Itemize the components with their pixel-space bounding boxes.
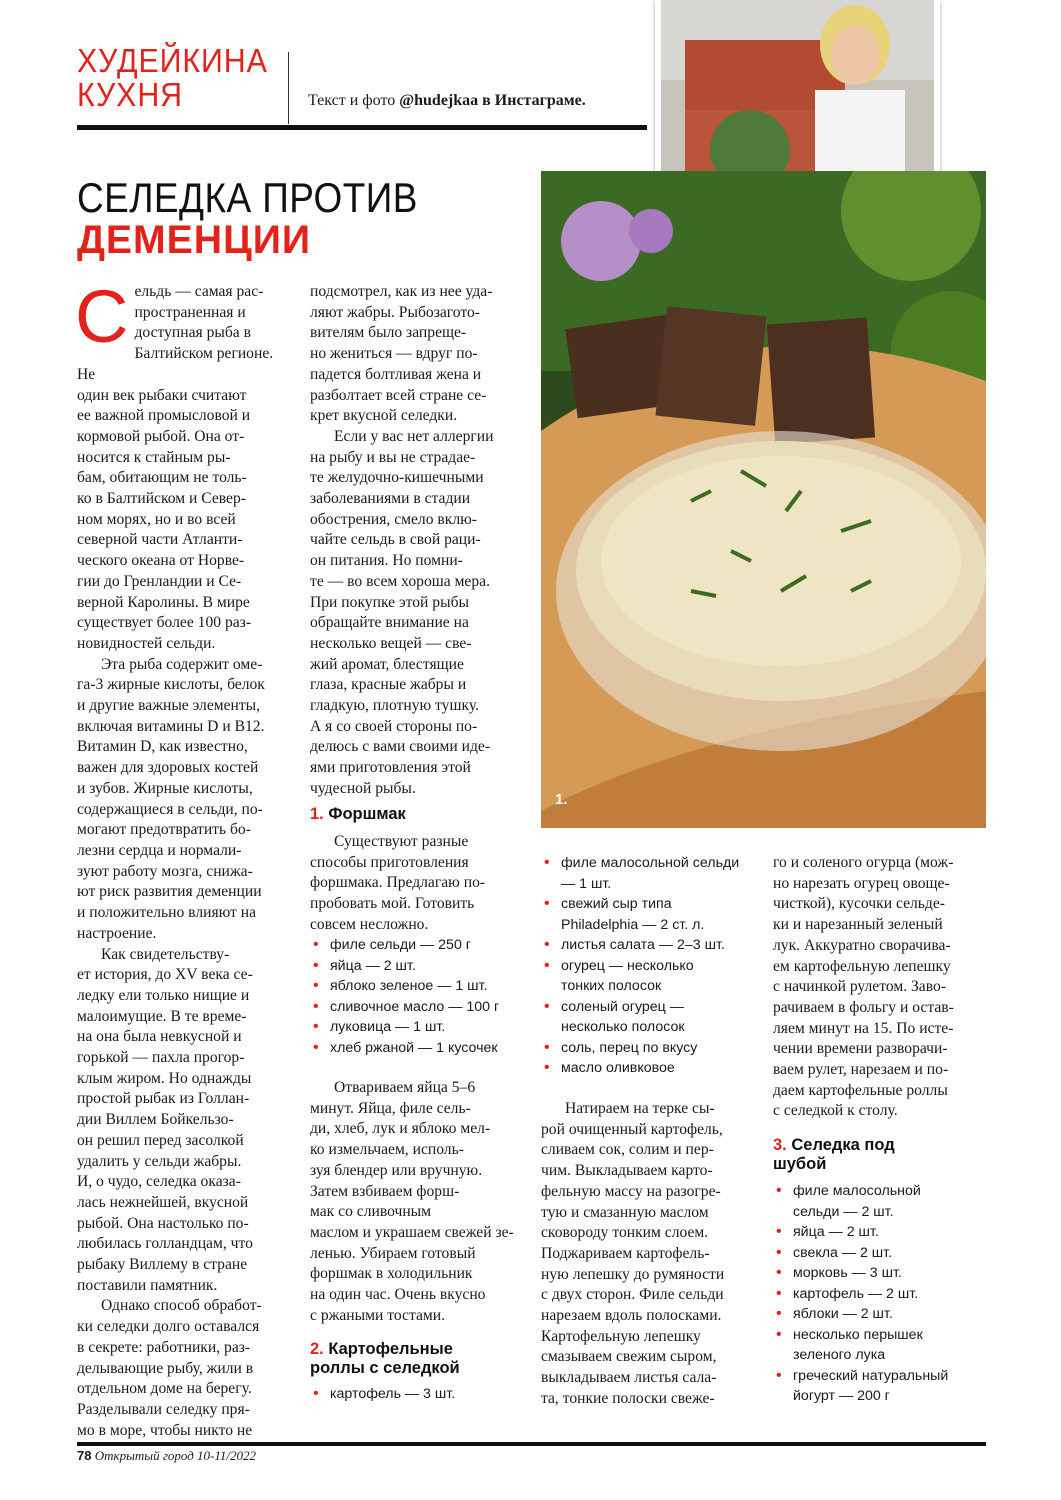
text-line: ко в Балтийском и Север- — [77, 490, 246, 508]
text-line: Эта рыба содержит оме- — [101, 655, 263, 673]
recipe-2-heading: 2. Картофельные роллы с селедкой — [310, 1340, 460, 1377]
text-line: несколько вещей — све- — [310, 634, 472, 652]
text-line: ческого океана от Норве- — [77, 552, 245, 570]
ingredient-item — [541, 853, 756, 894]
text-line: ют риск развития деменции — [77, 883, 262, 901]
text-line: Однако способ обработ- — [101, 1297, 262, 1315]
text-line: лезни сердца и нормали- — [77, 841, 242, 859]
text-line: и другие важные элементы, — [77, 697, 261, 715]
ingredient-item — [541, 894, 756, 935]
text-line: с двух сторон. Филе сельди — [541, 1286, 724, 1304]
text-line: и зубов. Жирные кислоты, — [77, 779, 253, 797]
text-line: зуют работу мозга, снижа- — [77, 862, 253, 880]
text-line: содержащиеся в сельди, по- — [77, 800, 263, 818]
text-line: мо в море, чтобы никто не — [77, 1421, 253, 1439]
recipe-2-method-continued — [773, 853, 988, 1122]
text-line: форшмак в холодильник — [310, 1265, 473, 1283]
text-line: рой очищенный картофель, — [541, 1120, 723, 1138]
text-line: рыбой. Она настолько по- — [77, 1214, 249, 1232]
ingredient-line: — 1 шт. — [561, 875, 612, 892]
ingredient-item — [541, 1058, 756, 1079]
recipe-2-method — [541, 1099, 756, 1410]
text-line: совсем несложно. — [310, 915, 429, 933]
header-rule — [77, 125, 647, 130]
footer-rule — [77, 1442, 986, 1446]
author-credit: Текст и фото @hudejkaa в Инстаграме. — [308, 92, 586, 109]
text-line: ляют жабры. Рыбозагото- — [310, 303, 480, 321]
text-line: падется болтливая жена и — [310, 365, 482, 383]
text-line: га-3 жирные кислоты, белок — [77, 676, 265, 694]
text-line: ди, хлеб, лук и яблоко мел- — [310, 1120, 491, 1138]
article-title-line-2: ДЕМЕНЦИИ — [77, 218, 312, 262]
text-line: те желудочно-кишечными — [310, 469, 484, 487]
text-line: Разделывали селедку пря- — [77, 1400, 250, 1418]
text-line: делюсь с вами своими иде- — [310, 738, 491, 756]
text-line: ки селедки долго оставался — [77, 1318, 260, 1336]
ingredient-item — [541, 935, 756, 956]
ingredient-line: • филе малосольной сельди — [561, 855, 740, 871]
text-line: делывающие рыбу, жили в — [77, 1359, 254, 1377]
text-line: И, о чудо, селедка оказа- — [77, 1173, 241, 1191]
text-line: ную лепешку до румяности — [541, 1265, 725, 1283]
text-line: маслом и украшаем свежей зе- — [310, 1223, 514, 1241]
ingredient-line: Philadelphia — 2 ст. л. — [561, 916, 705, 933]
text-line: ваем рулет, нарезаем и по- — [773, 1061, 949, 1079]
text-line: заболеваниями в стадии — [310, 490, 471, 508]
text-line: смазываем свежим сыром, — [541, 1348, 717, 1366]
text-line: Витамин D, как известно, — [77, 738, 248, 756]
recipe-1-ingredients — [310, 935, 525, 1058]
ingredient-item — [773, 1284, 988, 1305]
page-footer — [77, 1448, 256, 1464]
text-line: он решил перед засолкой — [77, 1131, 244, 1149]
text-line: го и соленого огурца (мож- — [773, 854, 954, 871]
ingredient-item — [773, 1222, 988, 1243]
text-line: северной части Атланти- — [77, 531, 243, 549]
text-line: лась нежнейшей, вкусной — [77, 1193, 249, 1211]
paragraph-1 — [75, 275, 292, 655]
text-line: гии до Гренландии и Се- — [77, 572, 242, 590]
text-line: ем картофельную лепешку — [773, 957, 951, 975]
text-line: та, тонкие полоски свеже- — [541, 1389, 715, 1407]
ingredient-item: • луковица — 1 шт. — [310, 1017, 525, 1038]
ingredient-item: • хлеб ржаной — 1 кусочек — [310, 1038, 525, 1059]
ingredient-item: • картофель — 3 шт. — [310, 1384, 525, 1405]
paragraph-5 — [310, 282, 525, 427]
recipe-3-ingredients — [773, 1181, 988, 1407]
text-line: любилась голландцам, что — [77, 1235, 253, 1253]
text-line: на один час. Очень вкусно — [310, 1286, 486, 1304]
text-line: ет история, до XV века се- — [77, 966, 253, 984]
text-line: и положительно влияют на — [77, 904, 257, 922]
text-line: ельдь — самая рас- — [134, 283, 264, 300]
text-line: мак со сливочным — [310, 1203, 432, 1221]
ingredient-line: • филе малосольной — [793, 1183, 921, 1199]
ingredient-line: йогурт — 200 г — [793, 1388, 890, 1404]
rubric-title — [77, 44, 275, 112]
text-line: бам, обитающим не толь- — [77, 469, 247, 487]
text-line: верной Каролины. В мире — [77, 593, 250, 611]
text-line: Существуют разные — [334, 833, 469, 850]
ingredient-line: • огурец — несколько — [561, 957, 694, 974]
ingredient-line: • картофель — 2 шт. — [793, 1285, 919, 1302]
rubric-line-1: ХУДЕЙКИНА — [77, 42, 268, 79]
text-line: гладкую, плотную тушку. — [310, 697, 479, 715]
text-line: Как свидетельству- — [101, 945, 230, 963]
text-line: ляем минут на 15. По исте- — [773, 1019, 954, 1037]
magazine-issue: Открытый город 10-11/2022 — [94, 1448, 257, 1463]
ingredient-item — [541, 956, 756, 997]
text-line: отдельном доме на берегу. — [77, 1380, 252, 1398]
text-line: клым жиром. Но однажды — [77, 1069, 252, 1087]
ingredient-line: • яйца — 2 шт. — [793, 1224, 879, 1240]
recipe-1-method — [310, 1078, 525, 1326]
text-line: ее важной промысловой и — [77, 407, 251, 425]
text-line: зуя блендер или вручную. — [310, 1161, 483, 1179]
drop-cap: С — [75, 275, 129, 358]
text-line: рыбаку Виллему в стране — [77, 1256, 248, 1274]
ingredient-line: • свежий сыр типа — [561, 896, 672, 912]
ingredient-line: • яблоки — 2 шт. — [793, 1306, 893, 1322]
text-line: Поджариваем картофель- — [541, 1244, 710, 1262]
text-line: с начинкой рулетом. Заво- — [773, 978, 946, 996]
recipe-2-ingredients — [541, 853, 756, 1079]
text-line: ледку ели только нищие и — [77, 986, 250, 1004]
text-line: но нарезать огурец овоще- — [773, 874, 950, 892]
text-line: нарезаем вдоль полосками. — [541, 1307, 722, 1325]
text-line: пространенная и — [134, 303, 246, 321]
ingredient-item — [773, 1243, 988, 1264]
recipe-1-heading: 1. Форшмак — [310, 805, 406, 823]
rubric-line-2: КУХНЯ — [77, 76, 184, 113]
text-line: форшмака. Предлагаю по- — [310, 874, 486, 892]
recipe-1-intro — [310, 832, 525, 936]
text-line: простой рыбак из Голлан- — [77, 1090, 250, 1108]
text-line: тую и смазанную маслом — [541, 1203, 709, 1221]
text-line: один век рыбаки считают — [77, 386, 247, 404]
ingredient-item — [773, 1325, 988, 1366]
ingredient-line: • свекла — 2 шт. — [793, 1244, 893, 1261]
text-line: на она была невкусной и — [77, 1028, 242, 1046]
ingredient-item: • сливочное масло — 100 г — [310, 997, 525, 1018]
text-line: глаза, красные жабры и — [310, 676, 467, 694]
text-line: жий аромат, блестящие — [310, 655, 464, 673]
text-line: Натираем на терке сы- — [565, 1100, 715, 1117]
column-2 — [310, 282, 525, 800]
text-line: чисткой), кусочки сельде- — [773, 895, 945, 913]
text-line: обострения, смело вклю- — [310, 510, 477, 528]
text-line: ном морях, но и во всей — [77, 510, 236, 528]
ingredient-item: • яйца — 2 шт. — [310, 956, 525, 977]
ingredient-item: • филе сельди — 250 г — [310, 935, 525, 956]
ingredient-item — [541, 997, 756, 1038]
text-line: он питания. Но помни- — [310, 552, 463, 570]
text-line: чим. Выкладываем карто- — [541, 1162, 713, 1180]
text-line: на рыбу и вы не страдае- — [310, 448, 476, 466]
text-line: настроение. — [77, 924, 157, 942]
text-line: кормовой рыбой. Она от- — [77, 427, 245, 445]
ingredient-line: несколько полосок — [561, 1019, 685, 1035]
paragraph-6 — [310, 427, 525, 800]
text-line: горькой — пахла прогор- — [77, 1049, 245, 1067]
text-line: с ржаными тостами. — [310, 1306, 445, 1324]
text-line: малоимущие. В те време- — [77, 1007, 247, 1025]
text-line: выкладываем листья сала- — [541, 1369, 717, 1387]
ingredient-item — [773, 1263, 988, 1284]
text-line: включая витамины D и B12. — [77, 717, 265, 735]
text-line: ленью. Убираем готовый — [310, 1244, 476, 1262]
ingredient-item — [773, 1181, 988, 1222]
text-line: Если у вас нет аллергии — [334, 427, 494, 445]
ingredient-line: • листья салата — 2–3 шт. — [561, 937, 725, 953]
text-line: Затем взбиваем форш- — [310, 1182, 460, 1200]
ingredient-line: • масло оливковое — [561, 1060, 675, 1076]
text-line: даем картофельные роллы — [773, 1081, 948, 1099]
text-line: подсмотрел, как из нее уда- — [310, 283, 493, 300]
text-line: чении времени разворачи- — [773, 1040, 948, 1058]
header-divider — [288, 52, 289, 124]
article-title-line-1: СЕЛЕДКА ПРОТИВ — [77, 174, 418, 221]
text-line: лук. Аккуратно сворачива- — [773, 936, 951, 954]
text-line: крет вкусной селедки. — [310, 407, 458, 425]
text-line: новидностей сельди. — [77, 634, 216, 652]
ingredient-line: • соль, перец по вкусу — [561, 1039, 698, 1056]
text-line: существует более 100 раз- — [77, 614, 252, 632]
photo-number: 1. — [555, 791, 568, 808]
text-line: носится к стайным ры- — [77, 448, 231, 466]
text-line: При покупке этой рыбы — [310, 593, 469, 611]
ingredient-line: • соленый огурец — — [561, 998, 684, 1015]
text-line: доступная рыба в — [134, 324, 251, 342]
text-line: с селедкой к столу. — [773, 1102, 898, 1120]
text-line: минут. Яйца, филе сель- — [310, 1099, 471, 1117]
recipe-3-heading: 3. Селедка под шубой — [773, 1136, 895, 1173]
page-number: 78 — [77, 1448, 92, 1463]
text-line: сковороду тонким слоем. — [541, 1224, 709, 1242]
ingredient-line: сельди — 2 шт. — [793, 1203, 894, 1220]
text-line: могают предотвратить бо- — [77, 821, 251, 839]
text-line: ко измельчаем, исполь- — [310, 1141, 464, 1159]
text-line: обращайте внимание на — [310, 614, 469, 632]
text-line: рачиваем в фольгу и остав- — [773, 998, 954, 1016]
text-line: способы приготовления — [310, 853, 469, 871]
text-line: чайте сельдь в свой раци- — [310, 531, 481, 549]
text-line: удалить у сельди жабры. — [77, 1152, 242, 1170]
text-line: поставили памятник. — [77, 1276, 218, 1294]
paragraph-4 — [77, 1296, 292, 1441]
text-line: фельную массу на разогре- — [541, 1182, 721, 1200]
text-line: те — во всем хороша мера. — [310, 572, 490, 590]
ingredient-line: • несколько перышек — [793, 1326, 923, 1343]
text-line: ями приготовления этой — [310, 759, 471, 777]
ingredient-item — [773, 1366, 988, 1407]
column-1 — [75, 275, 292, 1441]
paragraph-3 — [77, 945, 292, 1297]
ingredient-item: • яблоко зеленое — 1 шт. — [310, 976, 525, 997]
text-line: Картофельную лепешку — [541, 1327, 701, 1345]
paragraph-2 — [77, 655, 292, 945]
ingredient-line: зеленого лука — [793, 1347, 886, 1363]
text-line: сливаем сок, солим и пер- — [541, 1141, 714, 1159]
ingredient-line: тонких полосок — [561, 978, 662, 994]
text-line: Отвариваем яйца 5–6 — [334, 1079, 476, 1096]
text-line: важен для здоровых костей — [77, 759, 259, 777]
recipe-2-ingredients-start — [310, 1384, 525, 1405]
text-line: Балтийском регионе. Не — [77, 345, 274, 383]
ingredient-item — [773, 1304, 988, 1325]
text-line: в секрете: работники, раз- — [77, 1338, 251, 1356]
text-line: дии Виллем Бойкельзо- — [77, 1111, 234, 1129]
ingredient-item — [541, 1038, 756, 1059]
ingredient-line: • греческий натуральный — [793, 1367, 949, 1384]
instagram-handle[interactable]: @hudejkaa — [399, 92, 479, 109]
text-line: пробовать мой. Готовить — [310, 895, 475, 913]
ingredient-line: • морковь — 3 шт. — [793, 1265, 902, 1281]
dish-photo — [541, 171, 986, 828]
text-line: но жениться — вдруг по- — [310, 345, 478, 363]
text-line: А я со своей стороны по- — [310, 717, 478, 735]
text-line: чудесной рыбы. — [310, 779, 416, 797]
text-line: вителям было запреще- — [310, 324, 467, 342]
text-line: разболтает всей стране се- — [310, 386, 487, 404]
text-line: ки и нарезанный зеленый — [773, 916, 943, 934]
